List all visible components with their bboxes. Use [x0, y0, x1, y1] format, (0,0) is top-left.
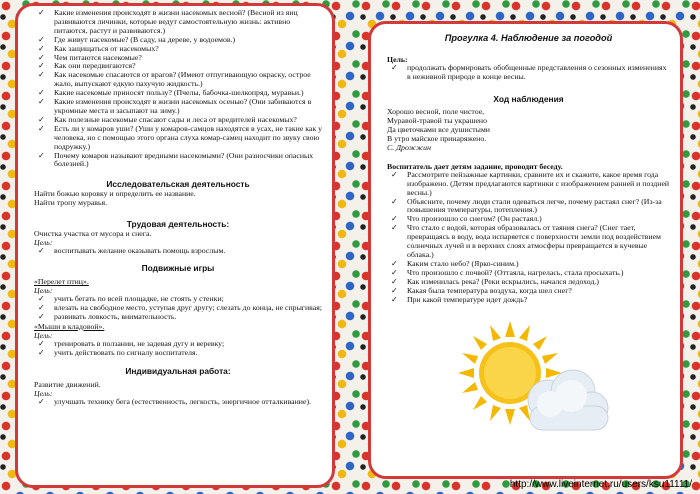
page-title: Прогулка 4. Наблюдение за погодой	[444, 33, 613, 43]
list-item: ✓ Какая была температура воздуха, когда шел снег?	[387, 287, 670, 296]
list-item: ✓ развивать ловкость, внимательность.	[34, 313, 322, 322]
list-item: ✓ Объясните, почему люди стали одеваться легче, почему растаял снег? (Из-за повышения температуры, потепления.)	[387, 198, 670, 216]
left-page	[15, 3, 335, 488]
poem-line: Муравой-травой ты украшено	[387, 115, 487, 125]
list-item: ✓ Какие изменения происходят в жизни насекомых осенью? (Они забиваются в укромные места и засыпают на зиму.)	[34, 98, 322, 116]
individual-heading: Индивидуальная работа:	[125, 365, 231, 376]
game2-goals	[34, 340, 322, 358]
research-heading: Исследовательская деятельность	[106, 179, 250, 190]
poem-author: С. Дрожжин	[387, 142, 431, 152]
list-item: ✓ Какие изменения происходят в жизни насекомых весной? (Весной из яиц развиваются личинки, которые ведут самостоятельную жизнь: активно питаются, растут и развиваются.)	[34, 9, 322, 36]
poem-line: В утро майское принаряжено.	[387, 133, 487, 143]
research-line: Найти божью коровку и определить ее название.	[34, 189, 196, 199]
sun-cloud-illustration	[450, 318, 610, 438]
list-item: ✓ Что произошло с почвой? (Оттаяла, нагрелась, стала просыхать.)	[387, 269, 670, 278]
list-item: ✓ Как полезные насекомые спасают сады и леса от вредителей насекомых?	[34, 116, 322, 125]
task-text: Воспитатель дает детям задание, проводит беседу.	[387, 161, 563, 171]
list-item: ✓ Как изменилась река? (Реки вскрылись, начался ледоход.)	[387, 278, 670, 287]
list-item: ✓ Где живут насекомые? (В саду, на дереве, у водоемов.)	[34, 36, 322, 45]
question-list	[34, 9, 322, 169]
list-item: ✓ Чем питаются насекомые?	[34, 54, 322, 63]
poem-line: Хорошо весной, поле чистое,	[387, 106, 485, 116]
list-item: ✓ воспитывать желание оказывать помощь взрослым.	[34, 247, 322, 256]
list-item: ✓ Почему комаров называют вредными насекомыми? (Они разносчики опасных болезней.)	[34, 152, 322, 170]
game-title: «Перелет птиц».	[34, 277, 89, 287]
list-item: ✓ При какой температуре идет дождь?	[387, 296, 670, 305]
research-line: Найти тропу муравья.	[34, 198, 108, 208]
labor-text: Очистка участка от мусора и снега.	[34, 229, 152, 239]
goal-label: Цель:	[34, 330, 53, 340]
individual-text: Развитие движений.	[34, 379, 101, 389]
goal-label: Цель:	[34, 286, 53, 296]
list-item: ✓ улучшать технику бега (естественность, легкость, энергичное отталкивание).	[34, 398, 322, 407]
list-item: ✓ Что произошло со снегом? (Он растаял.)	[387, 215, 670, 224]
list-item: ✓ учить действовать по сигналу воспитателя.	[34, 349, 322, 358]
watermark: http://www.liveinternet.ru/users/ksu11111/	[509, 479, 692, 490]
list-item: ✓ Как они передвигаются?	[34, 62, 322, 71]
question-list	[387, 171, 670, 305]
list-item: ✓ Как насекомые спасаются от врагов? (Имеют отпугивающую окраску, острое жало, выпускают едкую пахучую жидкость.)	[34, 71, 322, 89]
goal-label: Цель:	[387, 55, 408, 64]
list-item: ✓ Рассмотрите пейзажные картинки, сравните их и скажите, какое время года изображено. (Детям предлагаются картинки с изображением ранней и поздней весны.)	[387, 171, 670, 198]
poem-line: Да цветочками все душистыми	[387, 124, 490, 134]
list-item: ✓ тренировать в ползании, не задевая дугу и веревку;	[34, 340, 322, 349]
list-item: ✓ влезать на свободное место, уступая друг другу; слезать до конца, не спрыгивая;	[34, 304, 322, 313]
list-item: ✓ учить бегать по всей площадке, не стоять у стенки;	[34, 295, 322, 304]
observation-heading: Ход наблюдения	[493, 93, 564, 104]
list-item: ✓ Что стало с водой, которая образовалась от таяния снега? (Снег тает, превращаясь в воду, вода испаряется с поверхности земли под воздействием солнечных лучей и в верхних слоях атмосферы превращается в кучевые облака.)	[387, 224, 670, 260]
list-item: ✓ Есть ли у комаров уши? (Уши у комаров-самцов находятся в усах, не такие как у человека, но с помощью этого органа слуха комар-самец находит по звуку свою подружку.)	[34, 125, 322, 152]
list-item: ✓ Каким стало небо? (Ярко-синим.)	[387, 260, 670, 269]
game-title: «Мыши в кладовой».	[34, 321, 105, 331]
list-item: ✓ Как защищаться от насекомых?	[34, 45, 322, 54]
goal-label: Цель:	[34, 238, 53, 248]
list-item: ✓ продолжать формировать обобщенные представления о сезонных изменениях в неживной природе в конце весны.	[387, 64, 670, 82]
game1-goals	[34, 295, 322, 322]
goal-label: Цель:	[34, 388, 53, 398]
list-item: ✓ Какие насекомые приносят пользу? (Пчелы, бабочка-шелкопряд, муравьи.)	[34, 89, 322, 98]
games-heading: Подвижные игры	[141, 263, 215, 274]
labor-heading: Трудовая деятельность:	[126, 219, 230, 230]
